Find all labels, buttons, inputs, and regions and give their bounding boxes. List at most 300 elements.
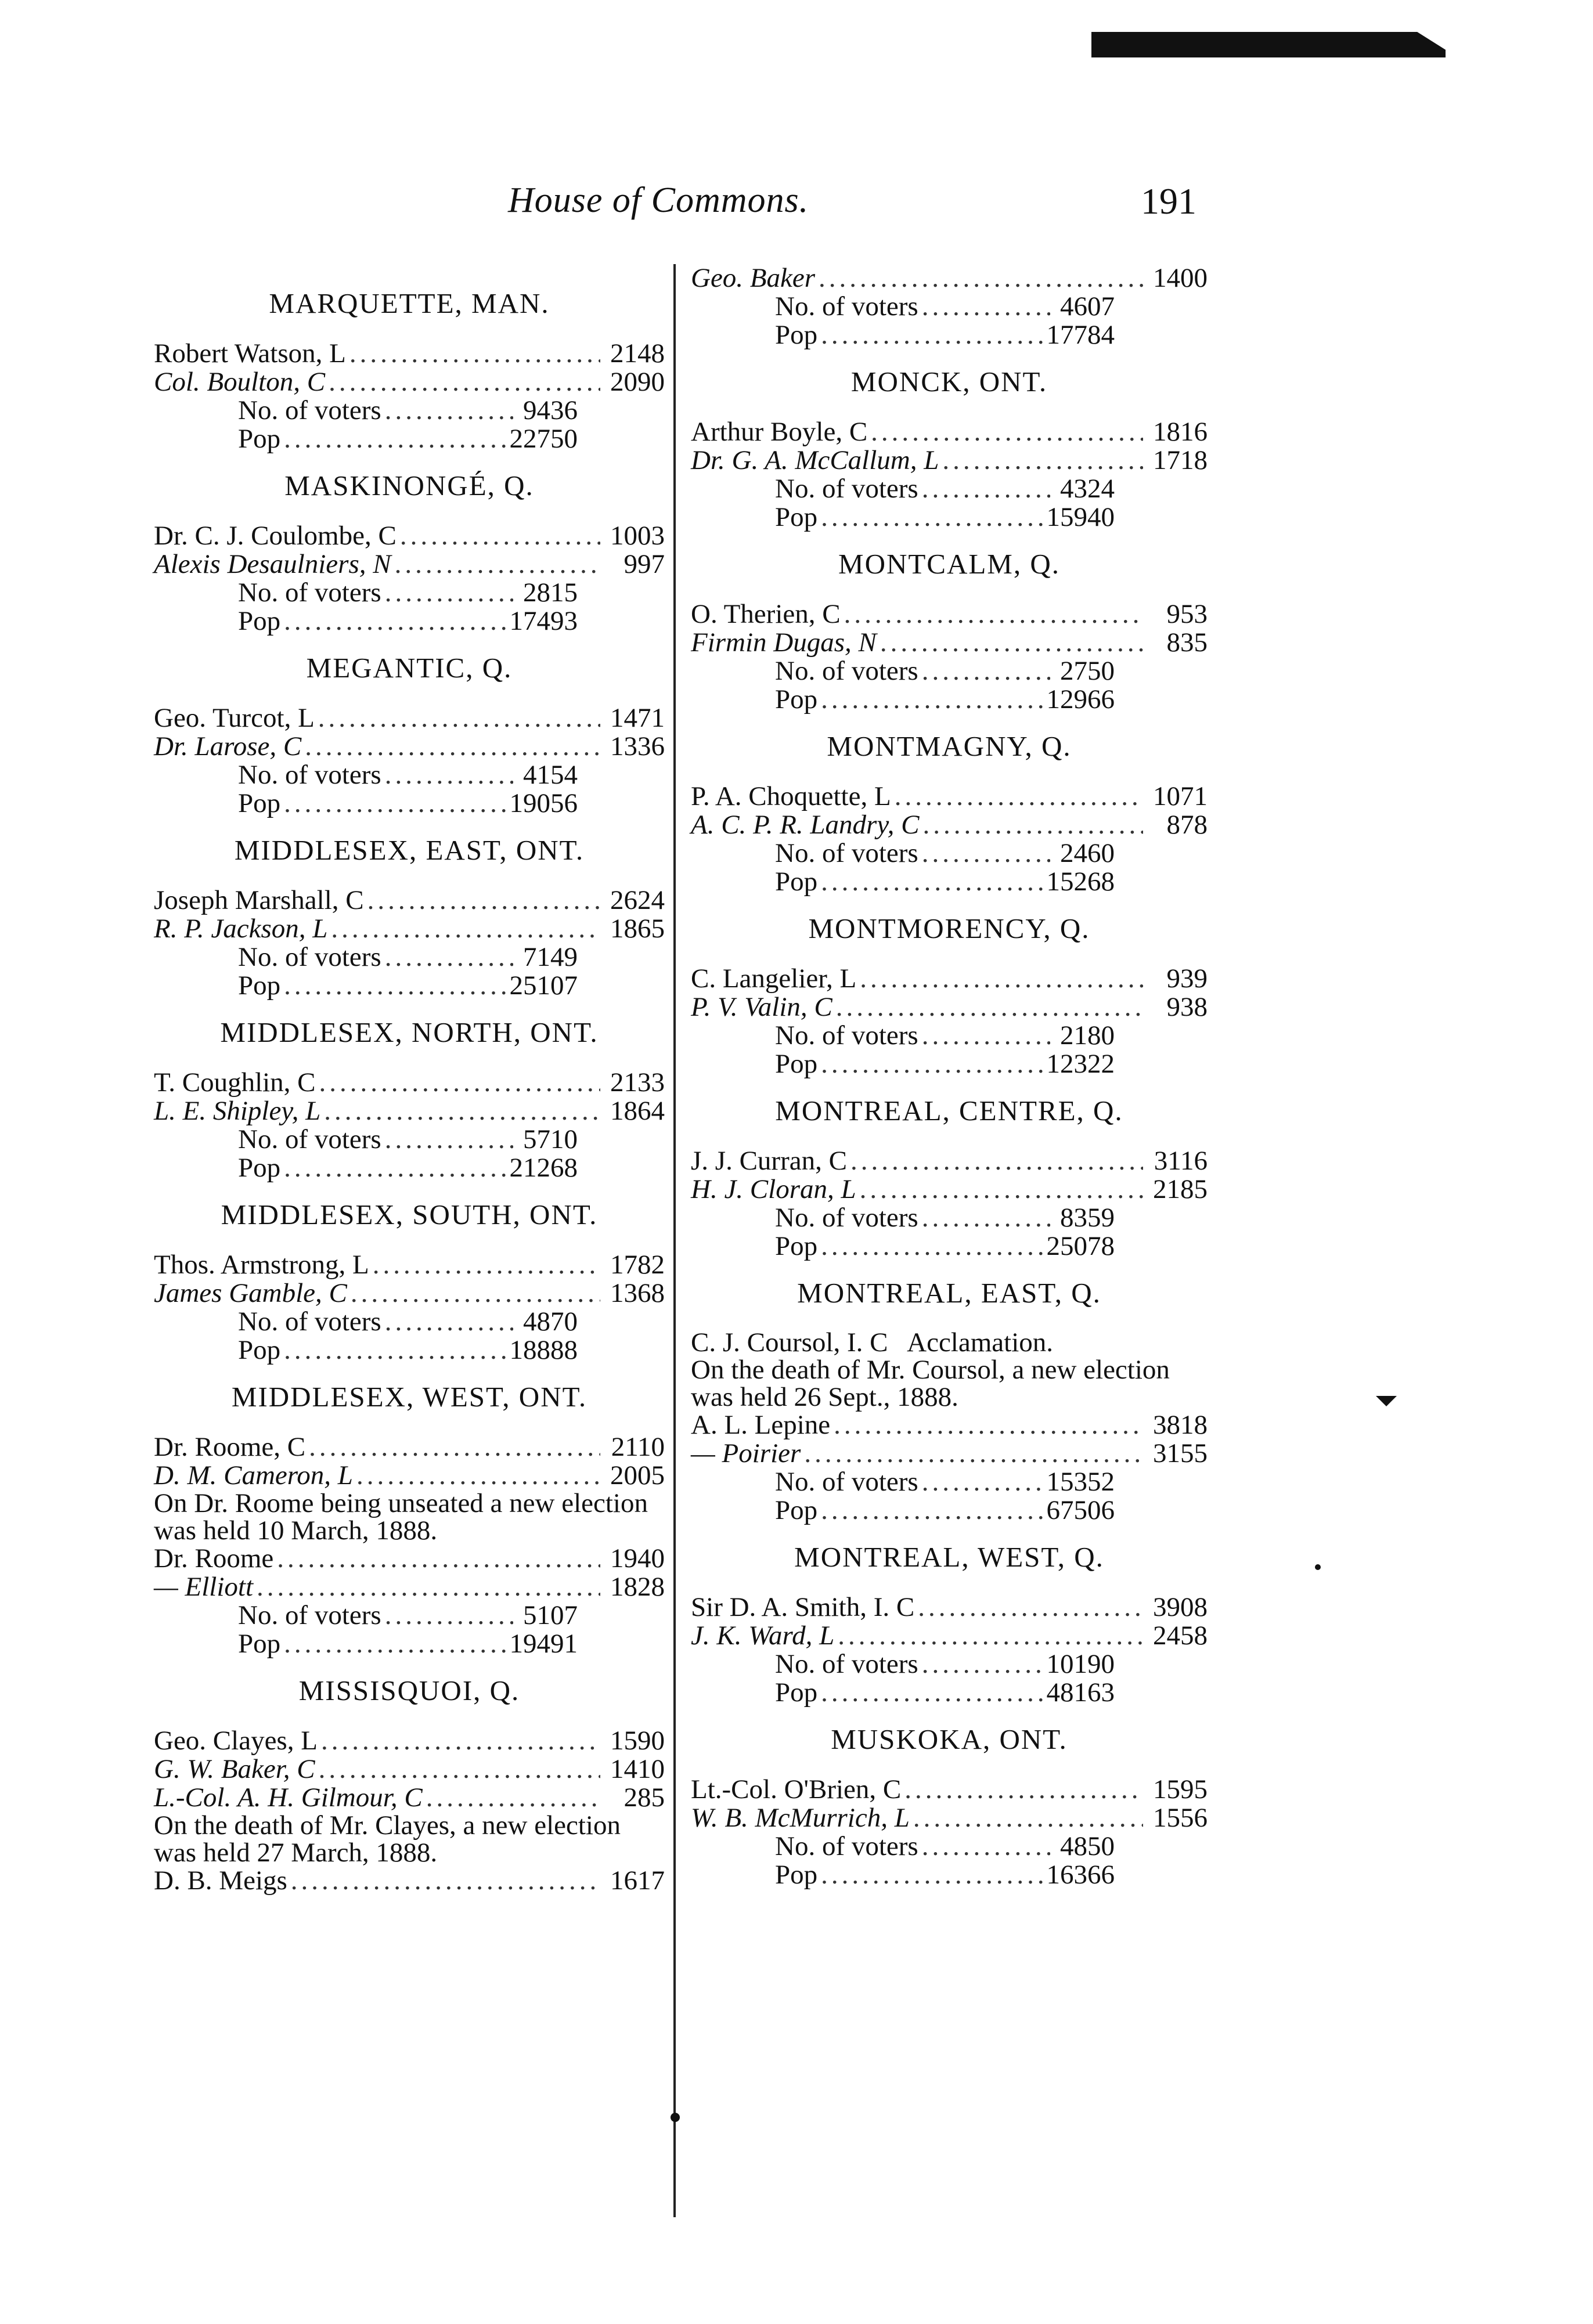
vote-count: 835 — [1166, 627, 1208, 658]
vote-count: 2458 — [1153, 1621, 1208, 1651]
candidate-name: Dr. Roome, C — [154, 1432, 306, 1462]
district-heading: MONTREAL, CENTRE, Q. — [775, 1095, 1123, 1127]
candidate-line — [154, 732, 665, 761]
stat-label: No. of voters — [775, 656, 918, 686]
stat-value: 25107 — [509, 970, 578, 1001]
stat-value: 21268 — [509, 1153, 578, 1183]
leader-dots — [821, 1232, 1043, 1261]
leader-dots — [922, 1468, 1043, 1496]
district-stat — [691, 1468, 1115, 1496]
district-stat — [154, 972, 578, 1000]
district-entry — [154, 1199, 665, 1365]
stat-label: Pop — [238, 606, 281, 636]
page-number: 191 — [1141, 181, 1196, 222]
district-stat — [154, 789, 578, 818]
stat-value: 4607 — [1060, 291, 1115, 322]
district-stat — [154, 607, 578, 636]
vote-count: 285 — [623, 1782, 665, 1813]
candidate-name: Thos. Armstrong, L — [154, 1250, 369, 1280]
district-stat — [154, 1630, 578, 1658]
district-stat — [154, 1154, 578, 1182]
election-note: On Dr. Roome being unseated a new election was held 10 March, 1888. — [154, 1488, 648, 1546]
leader-dots — [284, 972, 506, 1000]
leader-dots — [284, 789, 506, 818]
leader-dots — [821, 1861, 1043, 1889]
district-heading: MONTCALM, Q. — [838, 548, 1060, 580]
district-entry — [154, 834, 665, 1000]
candidate-name: Dr. G. A. McCallum, L — [691, 445, 939, 475]
district-heading: MONTMAGNY, Q. — [827, 730, 1072, 762]
stat-label: No. of voters — [775, 1649, 918, 1679]
district-stat — [154, 425, 578, 453]
vote-count: 1368 — [610, 1278, 665, 1308]
acclamation-line: C. J. Coursol, I. C Acclamation. — [691, 1327, 1054, 1358]
district-entry — [691, 730, 1208, 896]
candidate-name: R. P. Jackson, L — [154, 914, 328, 944]
stat-label: Pop — [238, 424, 281, 454]
leader-dots — [850, 1147, 1143, 1175]
stat-value: 4850 — [1060, 1831, 1115, 1861]
leader-dots — [395, 550, 600, 579]
vote-count: 1595 — [1153, 1774, 1208, 1805]
candidate-name: Firmin Dugas, N — [691, 627, 877, 658]
district-stat — [691, 1022, 1115, 1050]
candidate-line — [691, 1804, 1208, 1832]
candidate-line — [691, 418, 1208, 446]
candidate-name: Sir D. A. Smith, I. C — [691, 1592, 915, 1622]
district-stat — [154, 1308, 578, 1336]
stat-label: No. of voters — [238, 1124, 381, 1154]
district-heading: MEGANTIC, Q. — [306, 652, 513, 684]
stat-label: Pop — [775, 684, 818, 714]
candidate-name: Arthur Boyle, C — [691, 417, 868, 447]
candidate-name: H. J. Cloran, L — [691, 1174, 856, 1204]
candidate-line — [691, 446, 1208, 475]
stat-label: No. of voters — [775, 1020, 918, 1051]
leader-dots — [385, 1601, 513, 1630]
candidate-line — [154, 1867, 665, 1895]
leader-dots — [349, 340, 600, 368]
candidate-name: Joseph Marshall, C — [154, 885, 364, 915]
district-stat — [691, 657, 1115, 685]
candidate-name: P. A. Choquette, L — [691, 781, 891, 811]
vote-count: 1556 — [1153, 1803, 1208, 1833]
stat-value: 25078 — [1046, 1231, 1115, 1261]
candidate-name: James Gamble, C — [154, 1278, 347, 1308]
vote-count: 1410 — [610, 1754, 665, 1784]
district-entry — [691, 1723, 1208, 1889]
candidate-line — [691, 600, 1208, 629]
candidate-line — [691, 1622, 1208, 1650]
vote-count: 1864 — [610, 1096, 665, 1126]
leader-dots — [836, 993, 1143, 1022]
leader-dots — [351, 1279, 600, 1308]
district-stat — [691, 1861, 1115, 1889]
candidate-line — [691, 1147, 1208, 1175]
candidate-name: Lt.-Col. O'Brien, C — [691, 1774, 902, 1805]
vote-count: 3116 — [1154, 1146, 1208, 1176]
district-stat — [691, 1050, 1115, 1078]
candidate-line — [691, 993, 1208, 1022]
candidate-line — [154, 1544, 665, 1573]
district-entry — [154, 1675, 665, 1895]
district-entry — [154, 287, 665, 453]
leader-dots — [860, 1175, 1143, 1204]
leader-dots — [284, 1630, 506, 1658]
candidate-name: A. C. P. R. Landry, C — [691, 810, 920, 840]
stat-label: Pop — [238, 788, 281, 818]
leader-dots — [318, 704, 600, 732]
stat-label: Pop — [238, 1629, 281, 1659]
stat-label: Pop — [775, 867, 818, 897]
district-heading: MIDDLESEX, WEST, ONT. — [231, 1381, 588, 1413]
leader-dots — [373, 1251, 600, 1279]
district-heading: MONTREAL, WEST, Q. — [794, 1541, 1104, 1573]
district-stat — [691, 1679, 1115, 1707]
district-stat — [691, 503, 1115, 532]
district-entry — [154, 1016, 665, 1182]
leader-dots — [819, 264, 1143, 293]
district-entry — [154, 652, 665, 818]
leader-dots — [821, 1496, 1043, 1525]
leader-dots — [284, 1336, 506, 1365]
vote-count: 1400 — [1153, 263, 1208, 293]
leader-dots — [942, 446, 1143, 475]
stat-value: 2460 — [1060, 838, 1115, 868]
leader-dots — [804, 1439, 1143, 1468]
stat-label: No. of voters — [238, 760, 381, 790]
vote-count: 997 — [623, 549, 665, 579]
vote-count: 1816 — [1153, 417, 1208, 447]
vote-count: 1617 — [610, 1865, 665, 1896]
stat-label: No. of voters — [775, 1203, 918, 1233]
stat-value: 8359 — [1060, 1203, 1115, 1233]
leader-dots — [922, 839, 1050, 868]
vote-count: 939 — [1166, 963, 1208, 994]
district-heading: MONTMORENCY, Q. — [808, 912, 1090, 944]
stat-label: Pop — [775, 1049, 818, 1079]
stat-label: No. of voters — [775, 1831, 918, 1861]
leader-dots — [913, 1804, 1143, 1832]
leader-dots — [385, 1125, 513, 1154]
stat-value: 2815 — [523, 578, 578, 608]
district-stat — [154, 943, 578, 972]
running-title: House of Commons. — [508, 181, 809, 220]
district-entry — [691, 1095, 1208, 1261]
candidate-name: — Elliott — [154, 1572, 254, 1602]
leader-dots — [922, 475, 1050, 503]
leader-dots — [284, 1154, 506, 1182]
stat-label: Pop — [775, 1677, 818, 1708]
leader-dots — [821, 1679, 1043, 1707]
leader-dots — [291, 1867, 600, 1895]
district-heading: MISSISQUOI, Q. — [298, 1675, 520, 1706]
stat-value: 15352 — [1046, 1467, 1115, 1497]
candidate-line — [154, 1097, 665, 1125]
stat-label: No. of voters — [238, 395, 381, 425]
candidate-line — [154, 704, 665, 732]
district-stat — [691, 839, 1115, 868]
stat-value: 5107 — [523, 1600, 578, 1630]
district-heading: MARQUETTE, MAN. — [269, 287, 550, 319]
candidate-name: J. J. Curran, C — [691, 1146, 847, 1176]
leader-dots — [922, 1832, 1050, 1861]
leader-dots — [821, 321, 1043, 349]
stat-value: 22750 — [509, 424, 578, 454]
page-header — [0, 180, 1593, 244]
leader-dots — [385, 761, 513, 789]
vote-count: 1940 — [610, 1543, 665, 1574]
vote-count: 3908 — [1153, 1592, 1208, 1622]
vote-count: 1071 — [1153, 781, 1208, 811]
candidate-name: Dr. Larose, C — [154, 731, 302, 762]
leader-dots — [385, 396, 513, 425]
leader-dots — [922, 811, 1143, 839]
candidate-line — [154, 340, 665, 368]
leader-dots — [385, 579, 513, 607]
leader-dots — [426, 1784, 600, 1812]
stat-label: Pop — [238, 1335, 281, 1365]
stat-value: 67506 — [1046, 1495, 1115, 1525]
vote-count: 2185 — [1153, 1174, 1208, 1204]
candidate-name: D. B. Meigs — [154, 1865, 287, 1896]
district-stat — [154, 761, 578, 789]
candidate-name: Robert Watson, L — [154, 338, 346, 369]
candidate-line — [691, 782, 1208, 811]
stat-value: 12322 — [1046, 1049, 1115, 1079]
stat-label: No. of voters — [238, 1600, 381, 1630]
district-stat — [154, 579, 578, 607]
vote-count: 938 — [1166, 992, 1208, 1022]
district-entry — [154, 1381, 665, 1658]
stat-label: No. of voters — [775, 1467, 918, 1497]
vote-count: 2624 — [610, 885, 665, 915]
leader-dots — [284, 425, 506, 453]
stat-label: No. of voters — [238, 942, 381, 972]
leader-dots — [895, 782, 1143, 811]
district-stat — [691, 1232, 1115, 1261]
leader-dots — [838, 1622, 1143, 1650]
district-entry — [691, 1277, 1208, 1525]
stat-label: Pop — [775, 320, 818, 350]
leader-dots — [922, 1650, 1043, 1679]
candidate-line — [154, 1461, 665, 1490]
stat-value: 48163 — [1046, 1677, 1115, 1708]
leader-dots — [922, 657, 1050, 685]
vote-count: 1003 — [610, 521, 665, 551]
district-stat — [691, 1650, 1115, 1679]
leader-dots — [305, 732, 600, 761]
district-stat — [154, 1601, 578, 1630]
leader-dots — [821, 503, 1043, 532]
stat-value: 18888 — [509, 1335, 578, 1365]
stat-value: 4870 — [523, 1307, 578, 1337]
leader-dots — [860, 965, 1143, 993]
candidate-line — [154, 1727, 665, 1755]
candidate-name: A. L. Lepine — [691, 1410, 831, 1440]
candidate-line — [154, 1573, 665, 1601]
stat-label: Pop — [775, 502, 818, 532]
leader-dots — [367, 886, 600, 915]
candidate-line — [154, 522, 665, 550]
candidate-line — [691, 1776, 1208, 1804]
ink-speck — [1315, 1564, 1321, 1570]
leader-dots — [834, 1411, 1143, 1439]
candidate-name: D. M. Cameron, L — [154, 1460, 353, 1491]
leader-dots — [284, 607, 506, 636]
leader-dots — [257, 1573, 600, 1601]
leader-dots — [821, 868, 1043, 896]
stat-value: 17784 — [1046, 320, 1115, 350]
stat-value: 19056 — [509, 788, 578, 818]
candidate-name: W. B. McMurrich, L — [691, 1803, 910, 1833]
candidate-line — [154, 1251, 665, 1279]
vote-count: 1782 — [610, 1250, 665, 1280]
leader-dots — [922, 293, 1050, 321]
district-entry — [691, 912, 1208, 1078]
district-stat — [691, 1204, 1115, 1232]
stat-value: 16366 — [1046, 1860, 1115, 1890]
candidate-name: L.-Col. A. H. Gilmour, C — [154, 1782, 423, 1813]
leader-dots — [331, 915, 600, 943]
candidate-line — [691, 1593, 1208, 1622]
district-heading: MIDDLESEX, EAST, ONT. — [234, 834, 585, 866]
district-stat — [154, 1125, 578, 1154]
district-stat — [691, 868, 1115, 896]
vote-count: 1590 — [610, 1726, 665, 1756]
stat-value: 9436 — [523, 395, 578, 425]
district-entry — [691, 1541, 1208, 1707]
candidate-name: J. K. Ward, L — [691, 1621, 835, 1651]
candidate-name: O. Therien, C — [691, 599, 841, 629]
district-stat — [691, 685, 1115, 714]
candidate-name: Geo. Turcot, L — [154, 703, 315, 733]
ink-dot — [671, 2113, 680, 2122]
candidate-name: — Poirier — [691, 1438, 801, 1468]
vote-count: 2090 — [610, 367, 665, 397]
candidate-name: Geo. Baker — [691, 263, 816, 293]
candidate-line — [154, 1069, 665, 1097]
stat-label: No. of voters — [238, 578, 381, 608]
district-entry — [691, 366, 1208, 532]
candidate-line — [154, 1433, 665, 1461]
vote-count: 2110 — [611, 1432, 665, 1462]
candidate-name: C. Langelier, L — [691, 963, 857, 994]
vote-count: 3818 — [1153, 1410, 1208, 1440]
stat-value: 17493 — [509, 606, 578, 636]
stat-label: Pop — [238, 970, 281, 1001]
stat-value: 4154 — [523, 760, 578, 790]
stat-label: No. of voters — [238, 1307, 381, 1337]
column-divider — [673, 264, 676, 2217]
leader-dots — [844, 600, 1143, 629]
vote-count: 2133 — [610, 1067, 665, 1098]
candidate-name: G. W. Baker, C — [154, 1754, 315, 1784]
candidate-line — [691, 629, 1208, 657]
candidate-line — [154, 1784, 665, 1812]
stat-value: 2750 — [1060, 656, 1115, 686]
candidate-line — [154, 915, 665, 943]
candidate-name: Dr. Roome — [154, 1543, 274, 1574]
candidate-name: Geo. Clayes, L — [154, 1726, 318, 1756]
district-heading: MIDDLESEX, NORTH, ONT. — [220, 1016, 599, 1048]
stat-label: Pop — [775, 1860, 818, 1890]
vote-count: 3155 — [1153, 1438, 1208, 1468]
district-entry — [154, 470, 665, 636]
leader-dots — [324, 1097, 600, 1125]
candidate-name: Col. Boulton, C — [154, 367, 326, 397]
leader-dots — [385, 1308, 513, 1336]
candidate-line — [691, 1439, 1208, 1468]
candidate-line — [154, 886, 665, 915]
leader-dots — [321, 1727, 600, 1755]
stat-value: 12966 — [1046, 684, 1115, 714]
candidate-name: T. Coughlin, C — [154, 1067, 316, 1098]
district-stat — [691, 321, 1115, 349]
stat-value: 15940 — [1046, 502, 1115, 532]
vote-count: 2005 — [610, 1460, 665, 1491]
district-heading: MONTREAL, EAST, Q. — [797, 1277, 1101, 1309]
candidate-name: Dr. C. J. Coulombe, C — [154, 521, 397, 551]
vote-count: 1718 — [1153, 445, 1208, 475]
stat-value: 19491 — [509, 1629, 578, 1659]
leader-dots — [922, 1022, 1050, 1050]
leader-dots — [400, 522, 600, 550]
leader-dots — [918, 1593, 1143, 1622]
candidate-line — [691, 965, 1208, 993]
election-note: On the death of Mr. Clayes, a new election was held 27 March, 1888. — [154, 1810, 621, 1868]
district-stat — [691, 293, 1115, 321]
district-heading: MASKINONGÉ, Q. — [284, 470, 534, 501]
stat-label: Pop — [775, 1495, 818, 1525]
election-note: On the death of Mr. Coursol, a new election was held 26 Sept., 1888. — [691, 1355, 1170, 1412]
leader-dots — [385, 943, 513, 972]
scan-artifact-bar — [1091, 32, 1446, 57]
candidate-line — [154, 1279, 665, 1308]
left-column — [154, 287, 665, 1911]
leader-dots — [329, 368, 600, 396]
leader-dots — [904, 1776, 1143, 1804]
candidate-name: P. V. Valin, C — [691, 992, 832, 1022]
leader-dots — [319, 1755, 600, 1784]
margin-mark — [1376, 1396, 1397, 1406]
leader-dots — [821, 1050, 1043, 1078]
stat-value: 7149 — [523, 942, 578, 972]
stat-label: No. of voters — [775, 291, 918, 322]
stat-label: No. of voters — [775, 474, 918, 504]
leader-dots — [319, 1069, 600, 1097]
vote-count: 1828 — [610, 1572, 665, 1602]
vote-count: 1471 — [610, 703, 665, 733]
vote-count: 878 — [1166, 810, 1208, 840]
vote-count: 2148 — [610, 338, 665, 369]
leader-dots — [309, 1433, 600, 1461]
vote-count: 953 — [1166, 599, 1208, 629]
stat-value: 4324 — [1060, 474, 1115, 504]
stat-value: 5710 — [523, 1124, 578, 1154]
leader-dots — [277, 1544, 600, 1573]
stat-value: 15268 — [1046, 867, 1115, 897]
candidate-line — [691, 811, 1208, 839]
district-stat — [154, 1336, 578, 1365]
district-entry — [691, 548, 1208, 714]
district-heading: MIDDLESEX, SOUTH, ONT. — [221, 1199, 598, 1230]
district-entry — [691, 264, 1208, 349]
stat-value: 2180 — [1060, 1020, 1115, 1051]
district-heading: MUSKOKA, ONT. — [831, 1723, 1068, 1755]
district-stat — [691, 475, 1115, 503]
candidate-line — [154, 550, 665, 579]
